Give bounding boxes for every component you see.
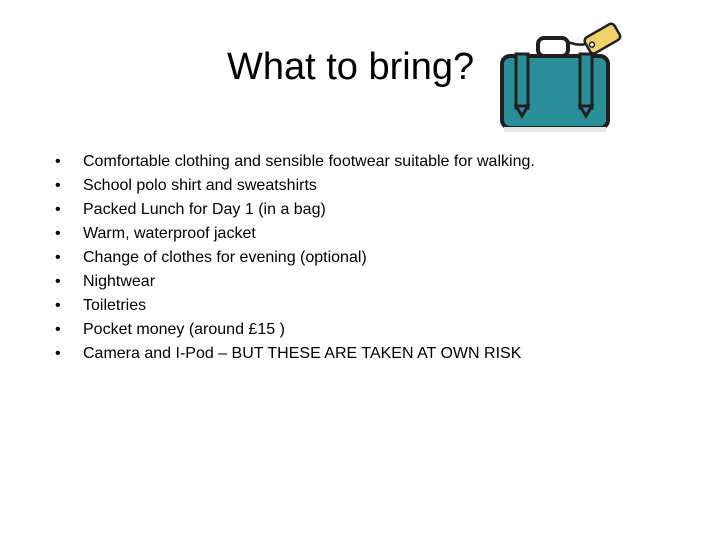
slide-title: What to bring? bbox=[227, 46, 475, 88]
list-item-text: Toiletries bbox=[83, 297, 147, 314]
list-item-text: Comfortable clothing and sensible footwear suitable for walking. bbox=[83, 153, 535, 170]
list-item bbox=[55, 150, 535, 174]
list-item-text: Change of clothes for evening (optional) bbox=[83, 249, 367, 266]
bullet-icon: • bbox=[55, 177, 61, 194]
suitcase-icon bbox=[494, 18, 624, 134]
list-item bbox=[55, 342, 535, 366]
list-item-text: Warm, waterproof jacket bbox=[83, 225, 256, 242]
list-item bbox=[55, 174, 535, 198]
bullet-icon: • bbox=[55, 201, 61, 218]
bullet-icon: • bbox=[55, 273, 61, 290]
list-item-text: Nightwear bbox=[83, 273, 156, 290]
list-item bbox=[55, 294, 535, 318]
list-item bbox=[55, 246, 535, 270]
list-item-text: Pocket money (around £15 ) bbox=[83, 321, 285, 338]
bullet-icon: • bbox=[55, 249, 61, 266]
list-item bbox=[55, 318, 535, 342]
bullet-icon: • bbox=[55, 153, 61, 170]
list-item bbox=[55, 198, 535, 222]
list-item-text: Packed Lunch for Day 1 (in a bag) bbox=[83, 201, 326, 218]
bullet-icon: • bbox=[55, 321, 61, 338]
bullet-icon: • bbox=[55, 297, 61, 314]
bullet-icon: • bbox=[55, 345, 61, 362]
list-item bbox=[55, 222, 535, 246]
bullet-icon: • bbox=[55, 225, 61, 242]
bring-list bbox=[55, 150, 535, 366]
list-item-text: Camera and I-Pod – BUT THESE ARE TAKEN AT OWN RISK bbox=[83, 345, 522, 362]
list-item-text: School polo shirt and sweatshirts bbox=[83, 177, 317, 194]
list-item bbox=[55, 270, 535, 294]
